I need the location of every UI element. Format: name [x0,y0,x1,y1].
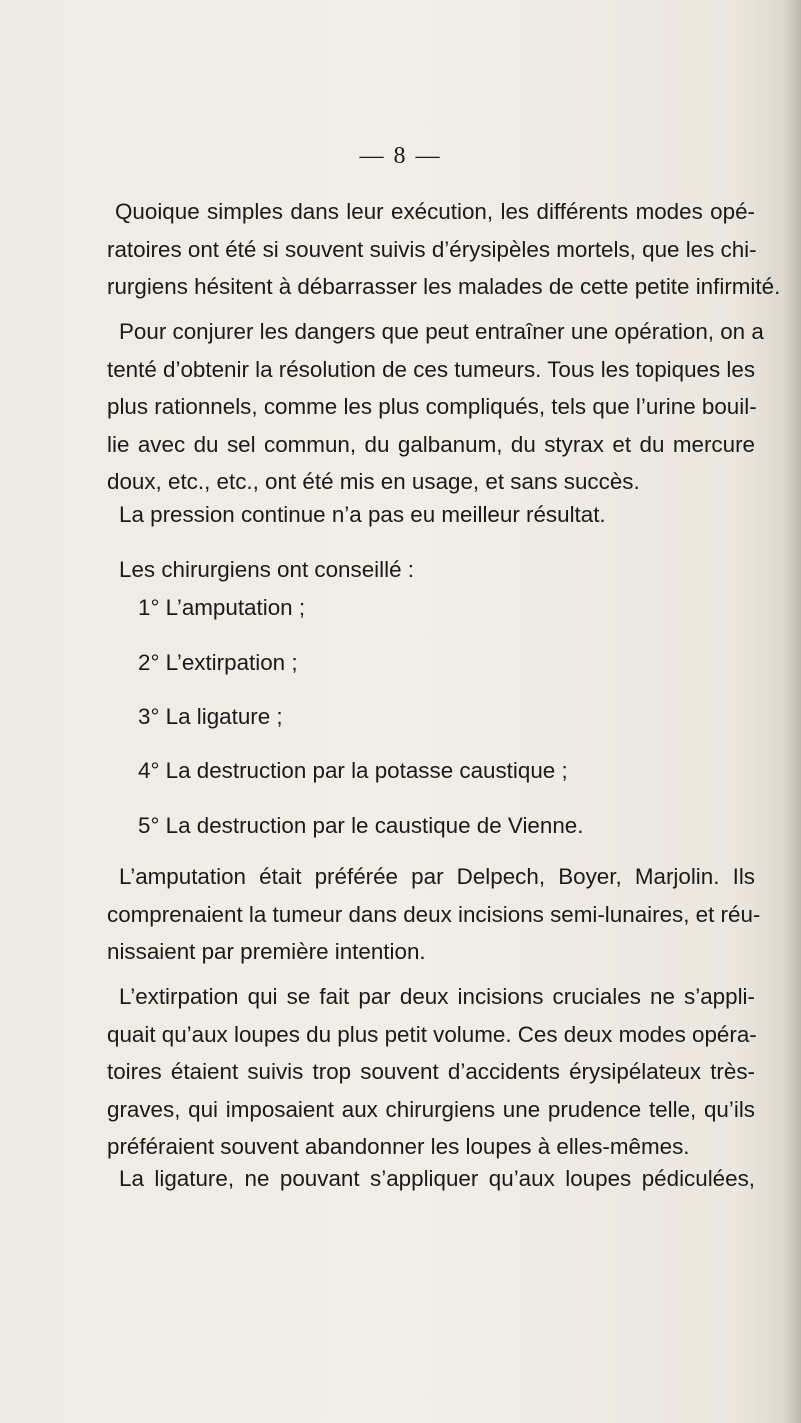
list-item: 1° L’amputation ; [138,595,306,620]
paragraph-2 [107,313,764,501]
paragraph-7 [107,1160,755,1198]
list-item: 5° La destruction par le caustique de Vienne. [138,813,584,838]
text-line: comprenaient la tumeur dans deux incisions semi-lunaires, et réu- [107,901,761,927]
text-line: ratoires ont été si souvent suivis d’érysipèles mortels, que les chi- [107,236,757,262]
text-line: La ligature, ne pouvant s’appliquer qu’aux loupes pédiculées, [119,1166,755,1191]
paragraph-3 [119,496,739,534]
text-line: L’amputation était préférée par Delpech, Boyer, Marjolin. Ils [119,864,755,889]
page-edge-shadow [783,0,801,1423]
list-item: 4° La destruction par la potasse caustique ; [138,758,568,783]
paragraph-5 [107,858,761,971]
text-line: lie avec du sel commun, du galbanum, du styrax et du mercure [107,431,755,457]
paragraph-4 [119,551,739,589]
page-number: — 8 — [359,143,442,169]
text-line: L’extirpation qui se fait par deux incisions cruciales ne s’appli- [119,984,755,1009]
text-line: doux, etc., etc., ont été mis en usage, et sans succès. [107,469,640,494]
text-line: quait qu’aux loupes du plus petit volume. Ces deux modes opéra- [107,1021,757,1047]
list-item: 3° La ligature ; [138,704,283,729]
text-line: Pour conjurer les dangers que peut entraîner une opération, on a [119,319,764,344]
text-line: rurgiens hésitent à débarrasser les malades de cette petite infirmité. [107,274,781,299]
text-line: nissaient par première intention. [107,939,426,964]
text-line: préféraient souvent abandonner les loupes à elles-mêmes. [107,1134,690,1159]
list-item: 2° L’extirpation ; [138,650,298,675]
text-line: toires étaient suivis trop souvent d’accidents érysipélateux très- [107,1059,755,1084]
paragraph-6 [107,978,755,1166]
text-line: Les chirurgiens ont conseillé : [119,557,414,582]
paragraph-1 [107,193,781,306]
text-line: Quoique simples dans leur exécution, les différents modes opé- [115,199,755,224]
text-line: graves, qui imposaient aux chirurgiens une prudence telle, qu’ils [107,1096,755,1122]
text-line: plus rationnels, comme les plus compliqués, tels que l’urine bouil- [107,394,757,419]
text-line: tenté d’obtenir la résolution de ces tumeurs. Tous les topiques les [107,356,756,382]
text-line: La pression continue n’a pas eu meilleur résultat. [119,502,606,527]
